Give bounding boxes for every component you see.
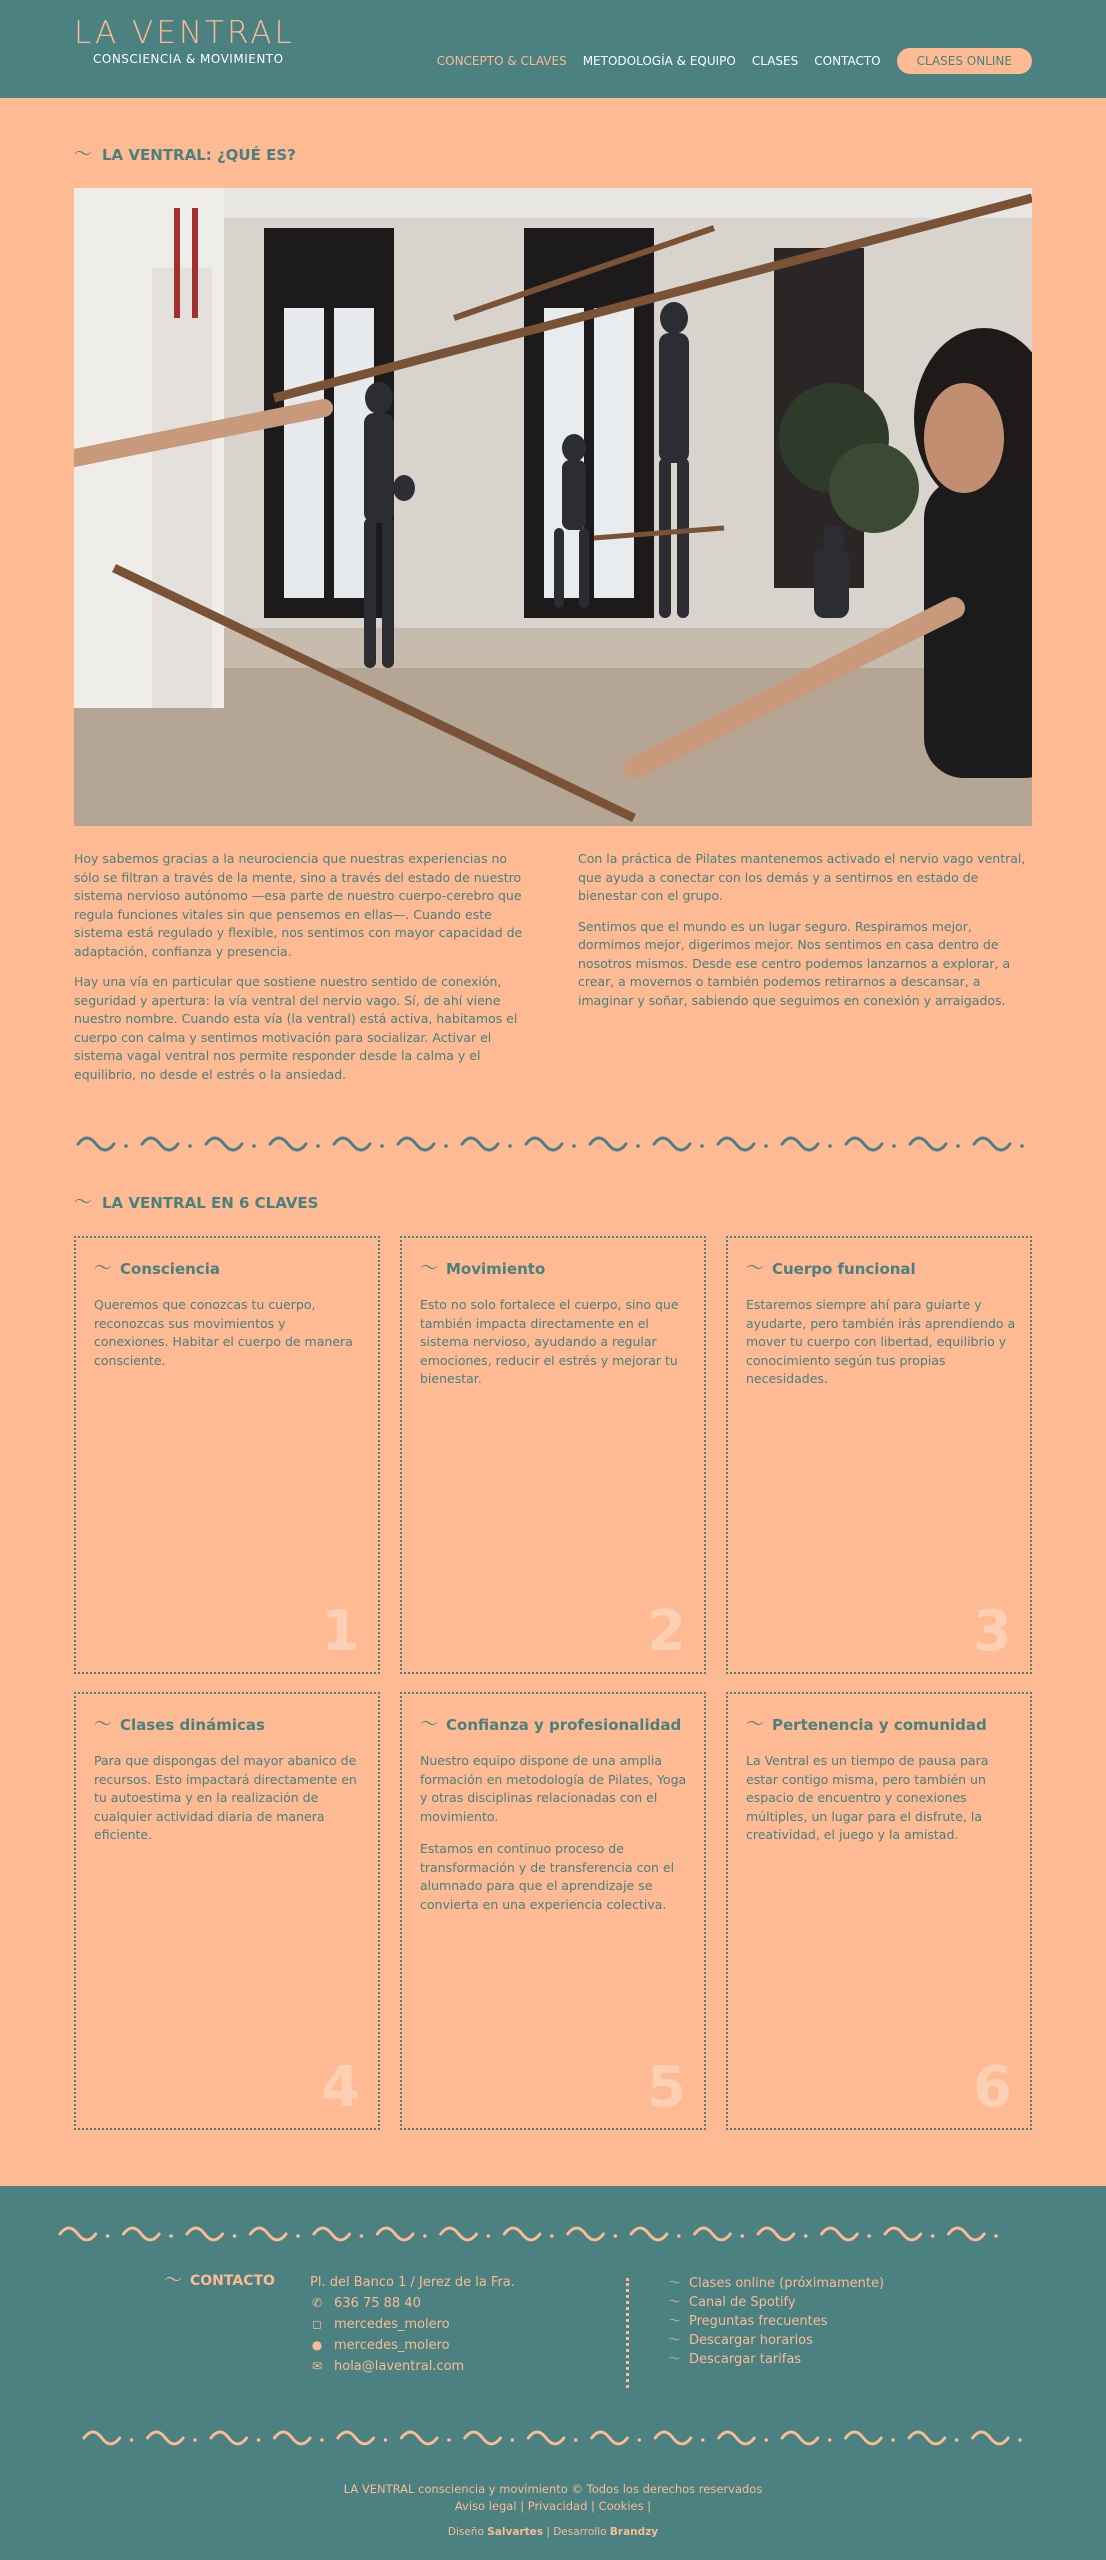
wave-dot: [106, 2234, 110, 2238]
wave-dot: [867, 2234, 871, 2238]
wave-tilde: [822, 2228, 858, 2240]
spotify-icon: ●: [311, 2338, 323, 2352]
card-number: 3: [973, 1599, 1012, 1664]
credit-dev-label: | Desarrollo: [546, 2526, 607, 2538]
wave-dot: [444, 1144, 448, 1148]
wave-tilde: [526, 1138, 562, 1150]
card-paragraph: Para que dispongas del mayor abanico de recursos. Esto impactará directamente en tu autoestima y en la realización de cualquier actividad diaria de manera eficiente.: [94, 1753, 357, 1842]
card-number: 2: [647, 1599, 686, 1664]
credit-design-label: Diseño: [447, 2526, 484, 2538]
footer-legal-links[interactable]: Aviso legal | Privacidad | Cookies |: [454, 2499, 652, 2513]
card-paragraph: Estamos en continuo proceso de transformación y de transferencia con el alumnado para que el aprendizaje se convierta en una experiencia colectiva.: [420, 1841, 675, 1912]
wave-tilde: [504, 2228, 540, 2240]
wave-tilde: [654, 1138, 690, 1150]
wave-dot: [804, 2234, 808, 2238]
card-body: [94, 1752, 364, 1859]
wave-dot: [384, 2438, 388, 2442]
wave-dot: [701, 2438, 705, 2442]
card-title-text: Confianza y profesionalidad: [446, 1716, 682, 1734]
wave-dot: [487, 2234, 491, 2238]
wave-dot: [380, 1144, 384, 1148]
card-paragraph: Nuestro equipo dispone de una amplia formación en metodología de Pilates, Yoga y otras disciplinas relacionadas con el movimiento.: [420, 1753, 687, 1824]
wave-divider: [80, 2420, 1030, 2454]
footer-phone[interactable]: [310, 2293, 515, 2314]
footer-spotify[interactable]: [310, 2335, 515, 2356]
wave-tilde: [528, 2432, 564, 2444]
wave-tilde: [274, 2432, 310, 2444]
claves-title-text: LA VENTRAL EN 6 CLAVES: [102, 1194, 319, 1212]
intro-left-column: [74, 850, 524, 1096]
card-title: [746, 1260, 916, 1278]
wave-tilde: [846, 2432, 882, 2444]
wave-dot: [636, 1144, 640, 1148]
wave-tilde: [462, 1138, 498, 1150]
wave-tilde: [147, 2432, 183, 2444]
intro-paragraph: Con la práctica de Pilates mantenemos activado el nervio vago ventral, que ayuda a conectar con los demás y a sentirnos en estado de bienestar con el grupo.: [578, 851, 1026, 903]
wave-dot: [677, 2234, 681, 2238]
wave-tilde: [187, 2228, 223, 2240]
wave-tilde: [270, 1138, 306, 1150]
wave-tilde: [719, 2432, 755, 2444]
card-title: [746, 1716, 987, 1734]
wave-dot: [169, 2234, 173, 2238]
instagram-text[interactable]: mercedes_molero: [334, 2317, 450, 2332]
nav-concepto[interactable]: CONCEPTO & CLAVES: [436, 54, 567, 68]
footer-link[interactable]: [668, 2331, 884, 2350]
footer-link-text[interactable]: Descargar horarios: [689, 2333, 813, 2348]
footer-link[interactable]: [668, 2293, 884, 2312]
card-title-text: Movimiento: [446, 1260, 546, 1278]
wave-tilde: [441, 2228, 477, 2240]
footer-contact-title-text: CONTACTO: [190, 2273, 275, 2289]
tilde-icon: 〜: [668, 2333, 682, 2348]
tilde-icon: 〜: [668, 2352, 682, 2367]
site-tagline: CONSCIENCIA & MOVIMIENTO: [93, 52, 284, 66]
wave-dot: [1020, 1144, 1024, 1148]
wave-tilde: [782, 1138, 818, 1150]
card-title: [420, 1716, 681, 1734]
wave-tilde: [655, 2432, 691, 2444]
card-title: [94, 1716, 265, 1734]
wave-tilde: [846, 1138, 882, 1150]
card-number: 5: [647, 2055, 686, 2120]
whatsapp-icon: ✆: [311, 2296, 323, 2310]
wave-tilde: [465, 2432, 501, 2444]
card-body: [420, 1296, 690, 1403]
tilde-icon: 〜: [668, 2295, 682, 2310]
wave-dot: [764, 1144, 768, 1148]
card-body: [746, 1752, 1016, 1859]
wave-dot: [508, 1144, 512, 1148]
footer-address: [310, 2272, 515, 2293]
clave-card: [74, 1236, 380, 1674]
credit-dev-name[interactable]: Brandzy: [609, 2526, 659, 2538]
wave-tilde: [590, 1138, 626, 1150]
clave-card: [726, 1692, 1032, 2130]
wave-tilde: [84, 2432, 120, 2444]
intro-paragraph: Sentimos que el mundo es un lugar seguro. Respiramos mejor, dormimos mejor, digerimos mejor. Nos sentimos en casa dentro de nosotros mismos. Desde ese centro podemos lanzarnos a explorar, a crear, a movernos o también podemos retirarnos a descansar, a imaginar y soñar, sabiendo que seguimos en conexión y arraigados.: [578, 918, 1011, 1008]
card-body: [746, 1296, 1016, 1403]
tilde-icon: 〜: [94, 1714, 112, 1735]
footer-link[interactable]: [668, 2350, 884, 2369]
tilde-icon: 〜: [420, 1258, 438, 1279]
wave-dot: [892, 1144, 896, 1148]
site-header: [0, 0, 1106, 98]
footer-contact-title: [164, 2272, 275, 2290]
wave-dot: [1018, 2438, 1022, 2442]
footer-divider: [626, 2278, 629, 2388]
clave-card: [400, 1692, 706, 2130]
wave-dot: [956, 1144, 960, 1148]
card-title-text: Cuerpo funcional: [772, 1260, 916, 1278]
wave-dot: [511, 2438, 515, 2442]
card-number: 1: [321, 1599, 360, 1664]
footer-contact-list: [310, 2272, 515, 2377]
address-text: Pl. del Banco 1 / Jerez de la Fra.: [310, 2275, 515, 2290]
intro-paragraph: Hay una vía en particular que sostiene nuestro sentido de conexión, seguridad y apertura: la vía ventral del nervio vago. Sí, de ahí viene nuestro nombre. Cuando esta vía (la ventral) está activa, habitamos el cuerpo con calma y sentimos motivación para socializar. Activar el sistema vagal ventral nos permite responder desde la calma y el equilibrio, no desde el estrés o la ansiedad.: [74, 974, 518, 1082]
email-text[interactable]: hola@laventral.com: [334, 2359, 465, 2374]
phone-text[interactable]: 636 75 88 40: [334, 2296, 421, 2311]
clave-card: [726, 1236, 1032, 1674]
wave-tilde: [211, 2432, 247, 2444]
card-body: [94, 1296, 364, 1384]
wave-dot: [700, 1144, 704, 1148]
footer-credits: [0, 2526, 1106, 2538]
wave-dot: [764, 2438, 768, 2442]
tilde-icon: 〜: [746, 1258, 764, 1279]
card-paragraph: La Ventral es un tiempo de pausa para estar contigo misma, pero también un espacio de encuentro y conexiones múltiples, un lugar para el disfrute, la creatividad, el juego y la amistad.: [746, 1753, 989, 1842]
tilde-icon: 〜: [74, 144, 92, 165]
wave-tilde: [314, 2228, 350, 2240]
tilde-icon: 〜: [746, 1714, 764, 1735]
wave-dot: [828, 2438, 832, 2442]
wave-tilde: [695, 2228, 731, 2240]
card-paragraph: Estaremos siempre ahí para guiarte y ayudarte, pero también irás aprendiendo a mover tu cuerpo con libertad, equilibrio y conocimiento según tus propias necesidades.: [746, 1297, 1016, 1386]
card-paragraph: Queremos que conozcas tu cuerpo, reconozcas sus movimientos y conexiones. Habitar el cuerpo de manera consciente.: [94, 1297, 353, 1368]
intro-title-text: LA VENTRAL: ¿QUÉ ES?: [102, 146, 296, 164]
wave-tilde: [338, 2432, 374, 2444]
wave-dot: [931, 2234, 935, 2238]
footer-link[interactable]: [668, 2312, 884, 2331]
wave-dot: [296, 2234, 300, 2238]
card-paragraph: Esto no solo fortalece el cuerpo, sino que también impacta directamente en el sistema nervioso, ayudando a regular emociones, reducir el estrés y mejorar tu bienestar.: [420, 1297, 679, 1386]
nav-metodologia[interactable]: METODOLOGÍA & EQUIPO: [582, 54, 736, 68]
footer-link-text[interactable]: Preguntas frecuentes: [689, 2314, 828, 2329]
wave-dot: [423, 2234, 427, 2238]
wave-tilde: [568, 2228, 604, 2240]
card-title: [94, 1260, 220, 1278]
wave-dot: [955, 2438, 959, 2442]
tilde-icon: 〜: [94, 1258, 112, 1279]
wave-dot: [130, 2438, 134, 2442]
mail-icon: ✉: [311, 2359, 323, 2373]
wave-tilde: [401, 2432, 437, 2444]
tilde-icon: 〜: [164, 2270, 182, 2291]
wave-tilde: [885, 2228, 921, 2240]
wave-dot: [124, 1144, 128, 1148]
wave-dot: [994, 2234, 998, 2238]
nav-contacto[interactable]: CONTACTO: [814, 54, 881, 68]
wave-tilde: [398, 1138, 434, 1150]
card-title-text: Consciencia: [120, 1260, 220, 1278]
wave-dot: [252, 1144, 256, 1148]
wave-tilde: [972, 2432, 1008, 2444]
intro-title: [74, 146, 296, 164]
tilde-icon: 〜: [668, 2314, 682, 2329]
wave-tilde: [718, 1138, 754, 1150]
wave-dot: [572, 1144, 576, 1148]
instagram-icon: ◻: [312, 2317, 322, 2331]
wave-dot: [891, 2438, 895, 2442]
photo-illustration: [74, 188, 1032, 826]
main-nav: [437, 48, 1032, 74]
claves-title: [74, 1194, 318, 1212]
wave-dot: [233, 2234, 237, 2238]
wave-dot: [638, 2438, 642, 2442]
footer-email[interactable]: [310, 2356, 515, 2377]
footer-link-text[interactable]: Canal de Spotify: [689, 2295, 796, 2310]
clases-online-button[interactable]: CLASES ONLINE: [897, 48, 1032, 74]
wave-dot: [828, 1144, 832, 1148]
footer-link-text[interactable]: Descargar tarifas: [689, 2352, 802, 2367]
clave-card: [400, 1236, 706, 1674]
wave-tilde: [948, 2228, 984, 2240]
clave-card: [74, 1692, 380, 2130]
wave-dot: [614, 2234, 618, 2238]
intro-right-column: [578, 850, 1034, 1022]
wave-dot: [257, 2438, 261, 2442]
wave-dot: [188, 1144, 192, 1148]
wave-dot: [320, 2438, 324, 2442]
credit-design-name[interactable]: Salvartes: [487, 2526, 543, 2538]
footer-link-text[interactable]: Clases online (próximamente): [689, 2276, 885, 2291]
footer-instagram[interactable]: [310, 2314, 515, 2335]
tilde-icon: 〜: [420, 1714, 438, 1735]
wave-dot: [574, 2438, 578, 2442]
wave-dot: [316, 1144, 320, 1148]
wave-tilde: [974, 1138, 1010, 1150]
footer-link[interactable]: [668, 2274, 884, 2293]
wave-tilde: [758, 2228, 794, 2240]
footer-copyright: LA VENTRAL consciencia y movimiento © Todos los derechos reservados: [343, 2482, 763, 2496]
wave-tilde: [631, 2228, 667, 2240]
intro-paragraph: Hoy sabemos gracias a la neurociencia que nuestras experiencias no sólo se filtran a través de la mente, sino a través del estado de nuestro sistema nervioso autónomo —esa parte de nuestro cuerpo-cerebro que regula funciones vitales sin que pensemos en ellas—. Cuando este sistema está regulado y flexible, nos sentimos con mayor capacidad de adaptación, confianza y presencia.: [74, 851, 523, 959]
site-footer: [0, 2186, 1106, 2560]
wave-tilde: [782, 2432, 818, 2444]
pilates-class-photo: [74, 188, 1032, 826]
wave-tilde: [142, 1138, 178, 1150]
card-title-text: Clases dinámicas: [120, 1716, 265, 1734]
wave-dot: [360, 2234, 364, 2238]
wave-tilde: [909, 2432, 945, 2444]
footer-links: [668, 2274, 884, 2369]
wave-dot: [193, 2438, 197, 2442]
wave-tilde: [78, 1138, 114, 1150]
wave-dot: [447, 2438, 451, 2442]
tilde-icon: 〜: [668, 2276, 682, 2291]
card-title: [420, 1260, 545, 1278]
wave-divider: [56, 2216, 1006, 2250]
wave-tilde: [250, 2228, 286, 2240]
wave-dot: [550, 2234, 554, 2238]
wave-tilde: [377, 2228, 413, 2240]
wave-tilde: [334, 1138, 370, 1150]
wave-divider: [74, 1126, 1032, 1160]
nav-clases[interactable]: CLASES: [751, 54, 799, 68]
wave-tilde: [910, 1138, 946, 1150]
card-number: 6: [973, 2055, 1012, 2120]
wave-tilde: [60, 2228, 96, 2240]
wave-dot: [740, 2234, 744, 2238]
site-logo[interactable]: LA VENTRAL: [74, 15, 295, 51]
tilde-icon: 〜: [74, 1192, 92, 1213]
wave-tilde: [206, 1138, 242, 1150]
card-number: 4: [321, 2055, 360, 2120]
spotify-text[interactable]: mercedes_molero: [334, 2338, 450, 2353]
wave-tilde: [592, 2432, 628, 2444]
card-title-text: Pertenencia y comunidad: [772, 1716, 987, 1734]
wave-tilde: [123, 2228, 159, 2240]
card-body: [420, 1752, 690, 1928]
